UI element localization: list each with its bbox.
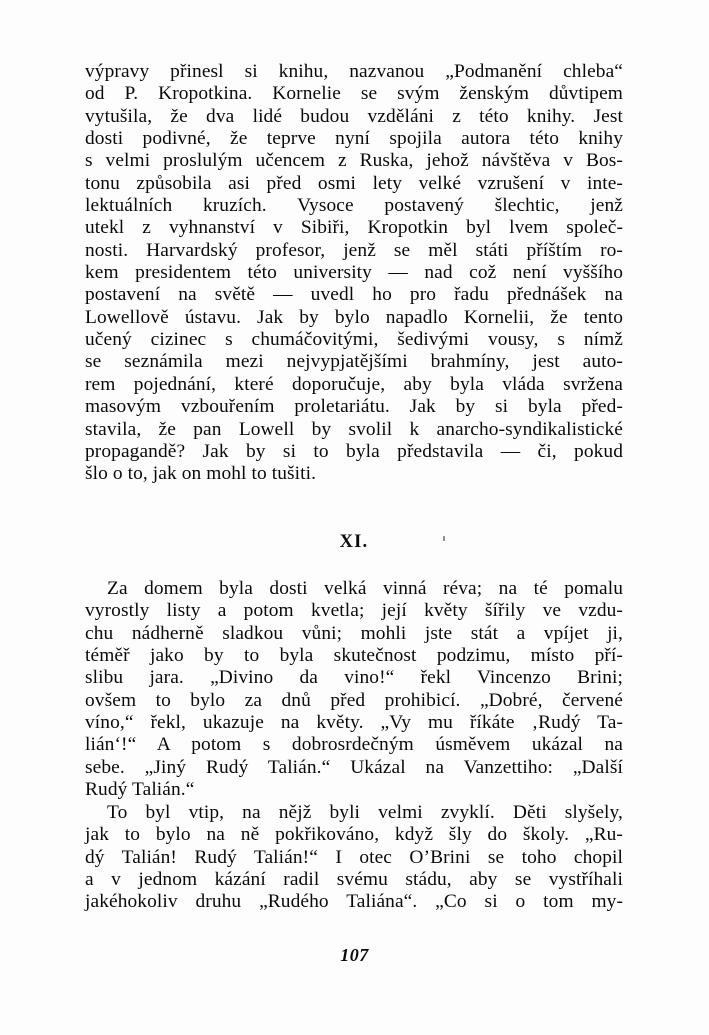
text-line: a v jednom kázání radil svému stádu, aby se vystříhali: [85, 869, 623, 891]
text-line: Lowellově ústavu. Jak by bylo napadlo Kornelii, že tento: [85, 306, 623, 328]
text-line: se seznámila mezi nejvypjatějšími brahmíny, jest auto-: [85, 351, 623, 373]
text-line: jakéhokoliv druhu „Rudého Taliána“. „Co si o tom my-: [85, 891, 623, 913]
paragraph-three: [85, 802, 623, 914]
text-line: od P. Kropotkina. Kornelie se svým ženským důvtipem: [85, 83, 623, 105]
text-line: tonu způsobila asi před osmi lety velké vzrušení v inte-: [85, 172, 623, 194]
text-line: učený cizinec s chumáčovitými, šedivými vousy, s nímž: [85, 329, 623, 351]
text-line: vytušila, že dva lidé budou vzděláni z této knihy. Jest: [85, 105, 623, 127]
paragraph-one: [85, 61, 623, 486]
text-line: dý Talián! Rudý Talián!“ I otec O’Brini se toho chopil: [85, 846, 623, 868]
text-line: lián‘!“ A potom s dobrosrdečným úsměvem ukázal na: [85, 734, 623, 756]
text-line: ovšem to bylo za dnů před prohibicí. „Dobré, červené: [85, 689, 623, 711]
text-line: propagandě? Jak by si to byla představila — či, pokud: [85, 440, 623, 462]
text-line: rem pojednání, které doporučuje, aby byla vláda svržena: [85, 373, 623, 395]
text-line: vyrostly listy a potom kvetla; její květy šířily ve vzdu-: [85, 600, 623, 622]
chapter-heading: [85, 531, 623, 553]
text-line: utekl z vyhnanství v Sibiři, Kropotkin byl lvem společ-: [85, 217, 623, 239]
paragraph-two: [85, 578, 623, 801]
text-line: stavila, že pan Lowell by svolil k anarcho-syndikalistické: [85, 418, 623, 440]
scan-speck-artifact: [443, 536, 445, 541]
text-line: masovým vzbouřením proletariátu. Jak by si byla před-: [85, 396, 623, 418]
text-line: šlo o to, jak on mohl to tušiti.: [85, 463, 317, 485]
text-line: kem presidentem této university — nad což není vyššího: [85, 262, 623, 284]
text-line: s velmi proslulým učencem z Ruska, jehož návštěva v Bos-: [85, 150, 623, 172]
text-line: chu nádherně sladkou vůni; mohli jste stát a vpíjet ji,: [85, 622, 623, 644]
chapter-heading-label: XI.: [339, 532, 369, 552]
text-line: výpravy přinesl si knihu, nazvanou „Podmanění chleba“: [85, 61, 623, 82]
text-line: lektuálních kruzích. Vysoce postavený šlechtic, jenž: [85, 195, 623, 217]
text-line: téměř jako by to byla skutečnost podzimu, místo pří-: [85, 645, 623, 667]
text-line: To byl vtip, na nějž byli velmi zvyklí. Děti slyšely,: [107, 802, 623, 823]
page-number-label: 107: [340, 945, 369, 965]
page-number: [0, 945, 709, 966]
text-line: slibu jara. „Divino da vino!“ řekl Vincenzo Brini;: [85, 667, 623, 689]
text-line: sebe. „Jiný Rudý Talián.“ Ukázal na Vanzettiho: „Další: [85, 756, 623, 778]
text-line: postavení na světě — uvedl ho pro řadu přednášek na: [85, 284, 623, 306]
text-line: nosti. Harvardský profesor, jenž se měl státi příštím ro-: [85, 239, 623, 261]
text-line: Rudý Talián.“: [85, 779, 195, 801]
text-line: víno,“ řekl, ukazuje na květy. „Vy mu říkáte ‚Rudý Ta-: [85, 712, 623, 734]
text-line: jak to bylo na ně pokřikováno, když šly do školy. „Ru-: [85, 824, 623, 846]
text-line: Za domem byla dosti velká vinná réva; na té pomalu: [107, 578, 623, 599]
text-line: dosti podivné, že teprve nyní spojila autora této knihy: [85, 128, 623, 150]
